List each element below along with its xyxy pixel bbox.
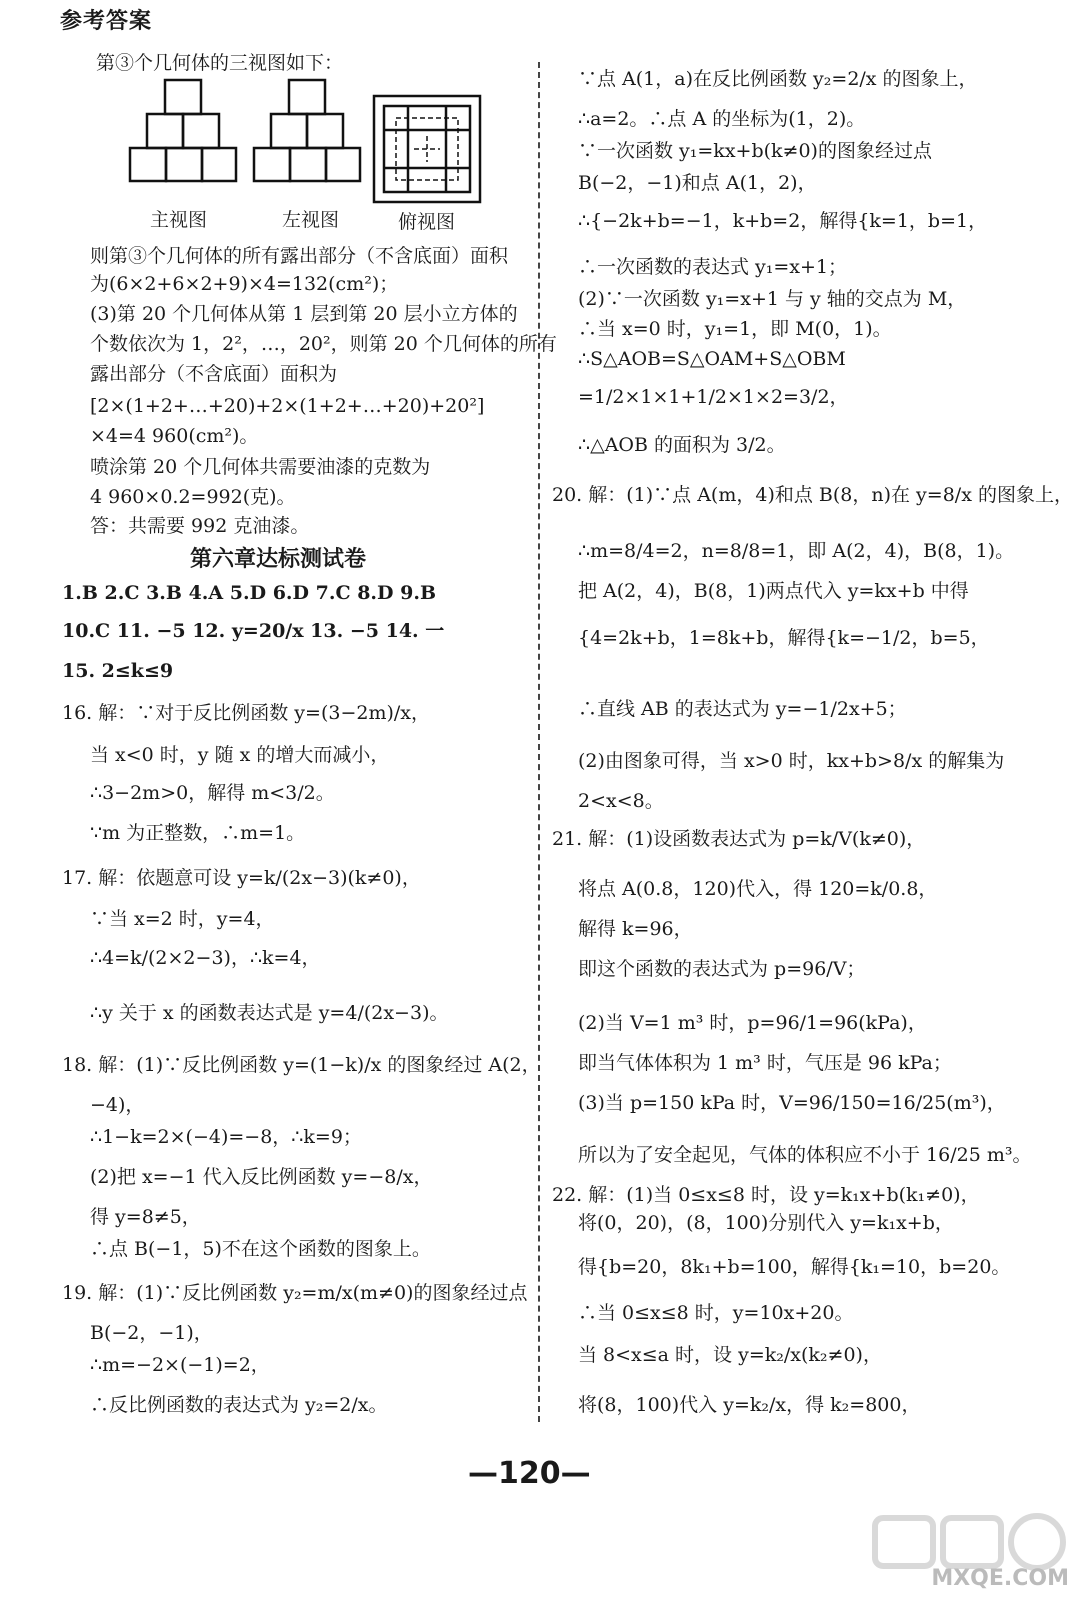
q16-line: ∵m 为正整数，∴m=1。 — [90, 822, 306, 844]
q19-line: ∴m=−2×(−1)=2， — [90, 1354, 270, 1376]
watermark-text: MXQE.COM — [931, 1566, 1069, 1591]
q21-line: (2)当 V=1 m³ 时，p=96/1=96(kPa)， — [578, 1012, 927, 1034]
q22-line: 将(8，100)代入 y=k₂/x，得 k₂=800， — [578, 1394, 921, 1416]
q21-line: 将点 A(0.8，120)代入，得 120=k/0.8， — [578, 878, 938, 900]
q21-line: 解得 k=96， — [578, 918, 693, 940]
q19-continued-line: ∵一次函数 y₁=kx+b(k≠0)的图象经过点 — [578, 140, 932, 162]
q18-line: ∴1−k=2×(−4)=−8，∴k=9； — [90, 1126, 362, 1148]
q22-line: 22. 解：(1)当 0≤x≤8 时，设 y=k₁x+b(k₁≠0)， — [552, 1184, 980, 1206]
q18-line: ∴点 B(−1，5)不在这个函数的图象上。 — [90, 1238, 431, 1260]
q19-line: 19. 解：(1)∵反比例函数 y₂=m/x(m≠0)的图象经过点 — [62, 1282, 528, 1304]
intro-text: 第③个几何体的三视图如下： — [96, 52, 344, 74]
q19-continued-line: ∴{−2k+b=−1，k+b=2，解得{k=1，b=1， — [578, 210, 988, 232]
q22-line: 当 8<x≤a 时，设 y=k₂/x(k₂≠0)， — [578, 1344, 882, 1366]
q21-line: 即当气体体积为 1 m³ 时，气压是 96 kPa； — [578, 1052, 952, 1074]
q17-line: ∴y 关于 x 的函数表达式是 y=4/(2x−3)。 — [90, 1002, 449, 1024]
answer-row: 15. 2≤k≤9 — [62, 660, 174, 682]
text-line: 喷涂第 20 个几何体共需要油漆的克数为 — [90, 456, 431, 478]
text-line: 4 960×0.2=992(克)。 — [90, 486, 296, 508]
q19-line: ∴反比例函数的表达式为 y₂=2/x。 — [90, 1394, 388, 1416]
q21-line: 所以为了安全起见，气体的体积应不小于 16/25 m³。 — [578, 1144, 1032, 1166]
side-view-label: 左视图 — [282, 209, 340, 231]
q20-line: {4=2k+b，1=8k+b，解得{k=−1/2，b=5， — [578, 627, 990, 649]
answer-row: 1.B 2.C 3.B 4.A 5.D 6.D 7.C 8.D 9.B — [62, 582, 437, 604]
q17-line: 17. 解：依题意可设 y=k/(2x−3)(k≠0)， — [62, 867, 421, 889]
front-view-figure — [128, 78, 238, 183]
q18-line: (2)把 x=−1 代入反比例函数 y=−8/x， — [90, 1166, 433, 1188]
q19-continued-line: ∴△AOB 的面积为 3/2。 — [578, 434, 786, 456]
q20-line: ∴直线 AB 的表达式为 y=−1/2x+5； — [578, 698, 907, 720]
q17-line: ∵当 x=2 时，y=4， — [90, 908, 275, 930]
q20-line: 20. 解：(1)∵点 A(m，4)和点 B(8，n)在 y=8/x 的图象上， — [552, 484, 1073, 506]
q19-line: B(−2，−1)， — [90, 1322, 213, 1344]
q22-line: 将(0，20)，(8，100)分别代入 y=k₁x+b， — [578, 1212, 954, 1234]
column-divider — [538, 62, 540, 1422]
q16-line: ∴3−2m>0，解得 m<3/2。 — [90, 782, 335, 804]
q16-line: 16. 解：∵对于反比例函数 y=(3−2m)/x， — [62, 702, 431, 724]
q21-line: 即这个函数的表达式为 p=96/V； — [578, 958, 866, 980]
q20-line: ∴m=8/4=2，n=8/8=1，即 A(2，4)，B(8，1)。 — [578, 540, 1015, 562]
text-line: (3)第 20 个几何体从第 1 层到第 20 层小立方体的 — [90, 303, 518, 325]
q19-continued-line: B(−2，−1)和点 A(1，2)， — [578, 172, 817, 194]
q22-line: 得{b=20，8k₁+b=100，解得{k₁=10，b=20。 — [578, 1256, 1011, 1278]
q20-line: (2)由图象可得，当 x>0 时，kx+b>8/x 的解集为 — [578, 750, 1005, 772]
q21-line: 21. 解：(1)设函数表达式为 p=k/V(k≠0)， — [552, 828, 926, 850]
q19-continued-line: (2)∵一次函数 y₁=x+1 与 y 轴的交点为 M， — [578, 288, 967, 310]
q19-continued-line: ∵点 A(1，a)在反比例函数 y₂=2/x 的图象上， — [578, 68, 978, 90]
q18-line: −4)， — [90, 1094, 145, 1116]
q19-continued-line: ∴a=2。∴点 A 的坐标为(1，2)。 — [578, 108, 866, 130]
q20-line: 把 A(2，4)，B(8，1)两点代入 y=kx+b 中得 — [578, 580, 969, 602]
q20-line: 2<x<8。 — [578, 790, 664, 812]
page-number: —120— — [468, 1456, 591, 1491]
q18-line: 18. 解：(1)∵反比例函数 y=(1−k)/x 的图象经过 A(2， — [62, 1054, 541, 1076]
answer-row: 10.C 11. −5 12. y=20/x 13. −5 14. 一 — [62, 620, 445, 642]
text-line: 答：共需要 992 克油漆。 — [90, 515, 310, 537]
q18-line: 得 y=8≠5， — [90, 1206, 201, 1228]
text-line: 露出部分（不含底面）面积为 — [90, 363, 338, 385]
top-view-label: 俯视图 — [398, 211, 456, 233]
q19-continued-line: ∴一次函数的表达式 y₁=x+1； — [578, 256, 848, 278]
q16-line: 当 x<0 时，y 随 x 的增大而减小， — [90, 744, 390, 766]
q21-line: (3)当 p=150 kPa 时，V=96/150=16/25(m³)， — [578, 1092, 1006, 1114]
q17-line: ∴4=k/(2×2−3)，∴k=4， — [90, 947, 321, 969]
q19-continued-line: ∴S△AOB=S△OAM+S△OBM — [578, 348, 846, 370]
text-line: 为(6×2+6×2+9)×4=132(cm²)； — [90, 273, 399, 295]
text-line: [2×(1+2+…+20)+2×(1+2+…+20)+20²] — [90, 395, 485, 417]
q22-line: ∴当 0≤x≤8 时，y=10x+20。 — [578, 1302, 854, 1324]
text-line: 个数依次为 1，2²，…，20²，则第 20 个几何体的所有 — [90, 333, 557, 355]
q19-continued-line: ∴当 x=0 时，y₁=1，即 M(0，1)。 — [578, 318, 892, 340]
top-view-figure — [372, 94, 482, 204]
front-view-label: 主视图 — [150, 209, 208, 231]
side-view-figure — [252, 78, 362, 183]
page-header: 参考答案 — [60, 8, 153, 34]
text-line: 则第③个几何体的所有露出部分（不含底面）面积 — [90, 245, 509, 267]
text-line: ×4=4 960(cm²)。 — [90, 425, 259, 447]
q19-continued-line: =1/2×1×1+1/2×1×2=3/2， — [578, 386, 849, 408]
section-title: 第六章达标测试卷 — [190, 547, 367, 572]
